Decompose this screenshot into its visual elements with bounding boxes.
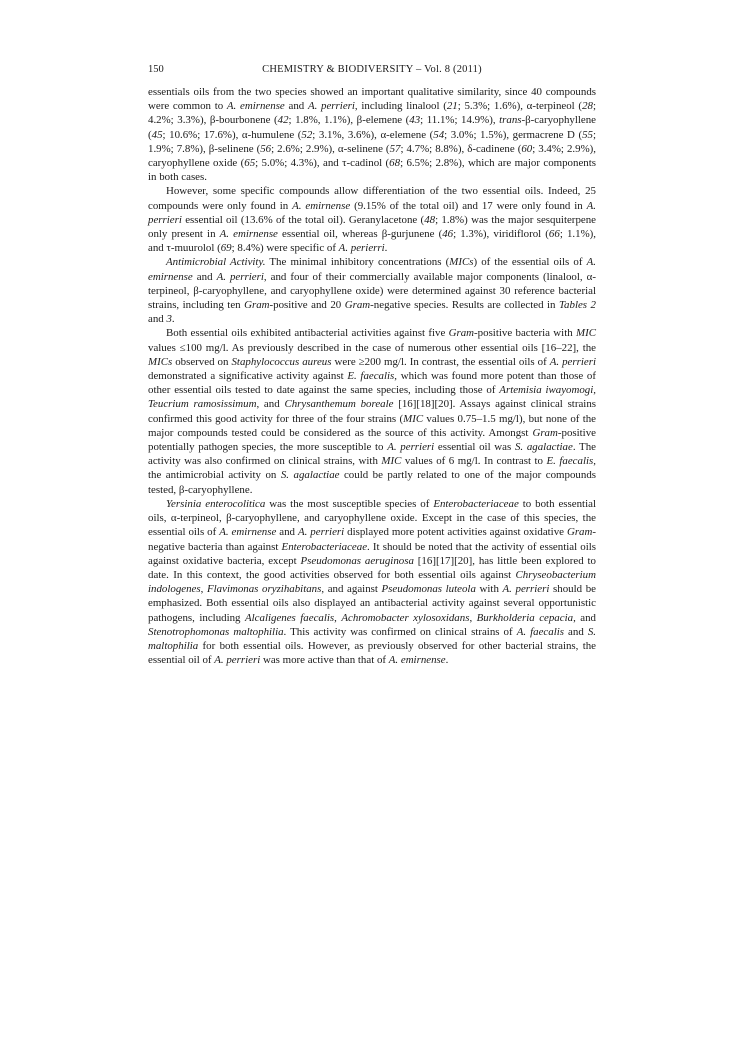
text-run: , and against — [321, 583, 382, 596]
text-run: values 0.75–1.5 mg/l), but none of the major compounds tested could be considered as the source of this activity. Amongst — [148, 412, 597, 439]
text-run: , — [593, 384, 597, 397]
italic-text: Achromobacter xylosoxidans — [341, 611, 470, 624]
italic-text: 60 — [521, 142, 533, 155]
text-run: , — [469, 611, 477, 624]
text-run: . — [445, 654, 449, 667]
italic-text: 48 — [424, 213, 436, 226]
text-run: ; 1.3%), viridiflorol ( — [453, 228, 549, 241]
italic-text: Gram — [244, 299, 270, 312]
italic-text: Chrysanthemum boreale — [284, 398, 394, 411]
text-run: -negative species. Results are collected in — [370, 299, 559, 312]
italic-text: Yersinia enterocolitica — [166, 497, 266, 510]
italic-text: A. perrieri — [549, 355, 596, 368]
italic-text: Pseudomonas aeruginosa — [300, 554, 414, 567]
text-run: ; 2.6%; 2.9%), α-selinene ( — [271, 142, 390, 155]
paragraph — [148, 85, 596, 184]
text-run: . — [171, 313, 175, 326]
paragraph — [148, 497, 596, 667]
text-run: was the most susceptible species of — [265, 497, 434, 510]
text-run: ; 3.4%; 2.9%), caryophyllene oxide ( — [148, 142, 596, 170]
text-run: and — [192, 270, 217, 283]
italic-text: Alcaligenes faecalis — [244, 611, 335, 624]
text-run: -positive potentially pathogen species, the more susceptible to — [148, 426, 596, 454]
text-run: , and — [256, 398, 285, 411]
italic-text: 46 — [442, 228, 454, 241]
italic-text: A. perierri — [338, 242, 385, 255]
text-run: should be emphasized. Both essential oils also displayed an antibacterial activity against several opportunistic pathogens, including — [148, 583, 596, 624]
italic-text: 69 — [220, 242, 232, 255]
italic-text: Chryseobacterium indologenes — [148, 568, 596, 596]
text-run: and — [284, 100, 308, 113]
text-run: ; 1.9%; 7.8%), β-selinene ( — [148, 128, 596, 155]
text-run: ; 5.3%; 1.6%), α-terpineol ( — [457, 100, 583, 113]
italic-text: Flavimonas oryzihabitans — [207, 583, 322, 596]
italic-text: A. perrieri — [214, 654, 261, 667]
text-run: ; 11.1%; 14.9%), — [420, 114, 500, 127]
italic-text: 21 — [446, 100, 458, 113]
text-run: -positive and 20 — [269, 299, 345, 312]
text-run: ; 5.0%; 4.3%), and τ-cadinol ( — [255, 157, 390, 170]
text-run: (9.15% of the total oil) and 17 were only found in — [350, 199, 587, 212]
running-title: CHEMISTRY & BIODIVERSITY – Vol. 8 (2011) — [262, 64, 482, 75]
italic-text: Stenotrophomonas maltophilia — [148, 625, 284, 638]
text-run: ; 1.8%) was the major sesquiterpene only present in — [148, 213, 596, 241]
text-run: observed on — [172, 355, 232, 368]
text-run: and — [276, 526, 298, 539]
text-run: was more active than that of — [260, 654, 389, 667]
italic-text: A. emirnense — [219, 228, 278, 241]
text-run: . It should be noted that the activity of essential oils against oxidative bacteria, except — [148, 540, 596, 567]
italic-text: A. perrieri — [297, 526, 345, 539]
italic-text: 55 — [582, 128, 593, 141]
italic-text: Pseudomonas luteola — [381, 583, 476, 596]
text-run: ; 6.5%; 2.8%), which are major components in both cases. — [148, 157, 596, 184]
text-run: [16][18][20]. Assays against clinical strains confirmed this good activity for three of the four strains ( — [148, 398, 597, 425]
italic-text: A. perrieri — [502, 583, 550, 596]
italic-text: A. faecalis — [516, 625, 564, 638]
text-run: to both essential oils, α-terpineol, β-caryophyllene, and caryophyllene oxide. Except in the case of this species, the essential oils of — [148, 497, 596, 539]
text-run: . The activity was also confirmed on clinical strains, with — [148, 441, 596, 468]
italic-text: 3 — [166, 313, 172, 326]
text-run: essentials oils from the two species showed an important qualitative similarity, since 40 compounds were common to — [148, 86, 596, 113]
text-run: , the antimicrobial activity on — [148, 455, 596, 482]
italic-text: A. perrieri — [148, 199, 596, 226]
italic-text: A. emirnense — [292, 199, 351, 212]
text-run: for both essential oils. However, as previously observed for other bacterial strains, the essential oil of — [148, 639, 596, 667]
text-run: demonstrated a significative activity against — [148, 370, 348, 383]
italic-text: 68 — [389, 157, 401, 170]
italic-text: A. emirnense — [226, 100, 285, 113]
italic-text: E. faecalis — [347, 370, 395, 383]
text-run: The minimal inhibitory concentrations ( — [265, 256, 450, 269]
italic-text: 45 — [151, 128, 163, 141]
text-run: values of 6 mg/l. In contrast to — [401, 455, 547, 468]
text-run: , — [334, 611, 342, 624]
text-run: ; 10.6%; 17.6%), α-humulene ( — [162, 128, 302, 141]
italic-text: 43 — [409, 114, 421, 127]
italic-text: A. perrieri — [307, 100, 355, 113]
text-run: However, some specific compounds allow differentiation of the two essential oils. Indeed, 25 compounds were only found in — [148, 185, 596, 212]
italic-text: Enterobacteriaceae — [433, 497, 519, 510]
italic-text: A. perrieri — [387, 441, 435, 454]
italic-text: Staphylococcus aureus — [231, 355, 332, 368]
page-number: 150 — [148, 64, 164, 75]
text-run: -negative bacteria than against — [148, 526, 597, 553]
italic-text: Gram — [532, 426, 558, 439]
text-run: values ≤100 mg/l. As previously described in the case of numerous other essential oils [16–22], the — [148, 341, 596, 354]
text-run: ; 8.4%) were specific of — [231, 242, 339, 255]
italic-text: Teucrium ramosissimum — [148, 398, 257, 411]
text-run: and — [148, 313, 167, 326]
paragraph — [148, 184, 596, 255]
italic-text: MIC — [403, 412, 424, 425]
italic-text: A. emirnense — [148, 256, 596, 283]
article-body — [148, 85, 596, 667]
italic-text: 56 — [260, 142, 272, 155]
text-run: [16][17][20], has little been explored to date. In this context, the good activities observed for both essential oils against — [148, 554, 596, 581]
text-run: displayed more potent activities against oxidative — [344, 526, 567, 539]
italic-text: Tables 2 — [559, 299, 596, 312]
text-run: essential oil (13.6% of the total oil). Geranylacetone ( — [181, 213, 425, 226]
italic-text: Artemisia iwayomogi — [499, 384, 594, 397]
italic-text: S. agalactiae — [514, 441, 573, 454]
text-run: -positive bacteria with — [474, 327, 577, 340]
italic-text: MIC — [576, 327, 596, 340]
text-run: and — [564, 625, 588, 638]
italic-text: Gram — [566, 526, 593, 539]
italic-text: E. faecalis — [546, 455, 594, 468]
italic-text: MICs — [148, 355, 173, 368]
italic-text: trans — [499, 114, 522, 127]
italic-text: 65 — [244, 157, 256, 170]
text-run: , which was found more potent than those of other essential oils tested to date against the same species, including those of — [148, 370, 596, 397]
paragraph — [148, 255, 596, 326]
text-run: were ≥200 mg/l. In contrast, the essential oils of — [331, 355, 550, 368]
italic-text: Gram — [448, 327, 475, 340]
italic-text: S. maltophilia — [148, 625, 596, 652]
italic-text: Gram — [344, 299, 371, 312]
text-run: -β-caryophyllene ( — [148, 114, 596, 141]
text-run: with — [475, 583, 503, 596]
text-run: ; 3.0%; 1.5%), germacrene D ( — [444, 128, 583, 141]
italic-text: 52 — [301, 128, 313, 141]
text-run: Both essential oils exhibited antibacterial activities against five — [166, 327, 449, 340]
text-run: ) of the essential oils of — [473, 256, 587, 269]
italic-text: 28 — [582, 100, 593, 113]
italic-text: 66 — [548, 228, 560, 241]
text-run: , including linalool ( — [354, 100, 447, 113]
italic-text: A. emirnense — [219, 526, 277, 539]
text-run: essential oil was — [434, 441, 515, 454]
text-run: ; 4.7%; 8.8%), δ-cadinene ( — [400, 142, 522, 155]
italic-text: Burkholderia cepacia — [476, 611, 574, 624]
text-run: ; 3.1%, 3.6%), α-elemene ( — [312, 128, 434, 141]
text-run: . — [384, 242, 388, 255]
italic-text: S. agalactiae — [280, 469, 340, 482]
italic-text: A. emirnense — [388, 654, 446, 667]
text-run: ; 1.1%), and τ-muurolol ( — [148, 228, 596, 255]
paragraph — [148, 326, 596, 496]
italic-text: Enterobacteriaceae — [281, 540, 368, 553]
italic-text: MIC — [381, 455, 402, 468]
italic-text: Antimicrobial Activity. — [166, 256, 266, 269]
text-run: ; 4.2%; 3.3%), β-bourbonene ( — [148, 100, 596, 127]
text-run: . This activity was confirmed on clinical strains of — [283, 625, 517, 638]
italic-text: 57 — [389, 142, 401, 155]
italic-text: 42 — [277, 114, 289, 127]
italic-text: 54 — [433, 128, 445, 141]
text-run: , — [200, 583, 207, 596]
text-run: could be partly related to one of the major compounds tested, β-caryophyllene. — [148, 469, 596, 496]
text-run: , and — [573, 611, 596, 624]
text-run: , and four of their commercially available major components (linalool, α-terpineol, β-caryophyllene, and caryophyllene oxide) were determined against 30 reference bacterial strains, including ten — [148, 270, 596, 312]
text-run: ; 1.8%, 1.1%), β-elemene ( — [288, 114, 410, 127]
italic-text: A. perrieri — [216, 270, 264, 283]
page-header — [148, 64, 596, 80]
italic-text: MICs — [449, 256, 474, 269]
text-run: essential oil, whereas β-gurjunene ( — [277, 228, 443, 241]
